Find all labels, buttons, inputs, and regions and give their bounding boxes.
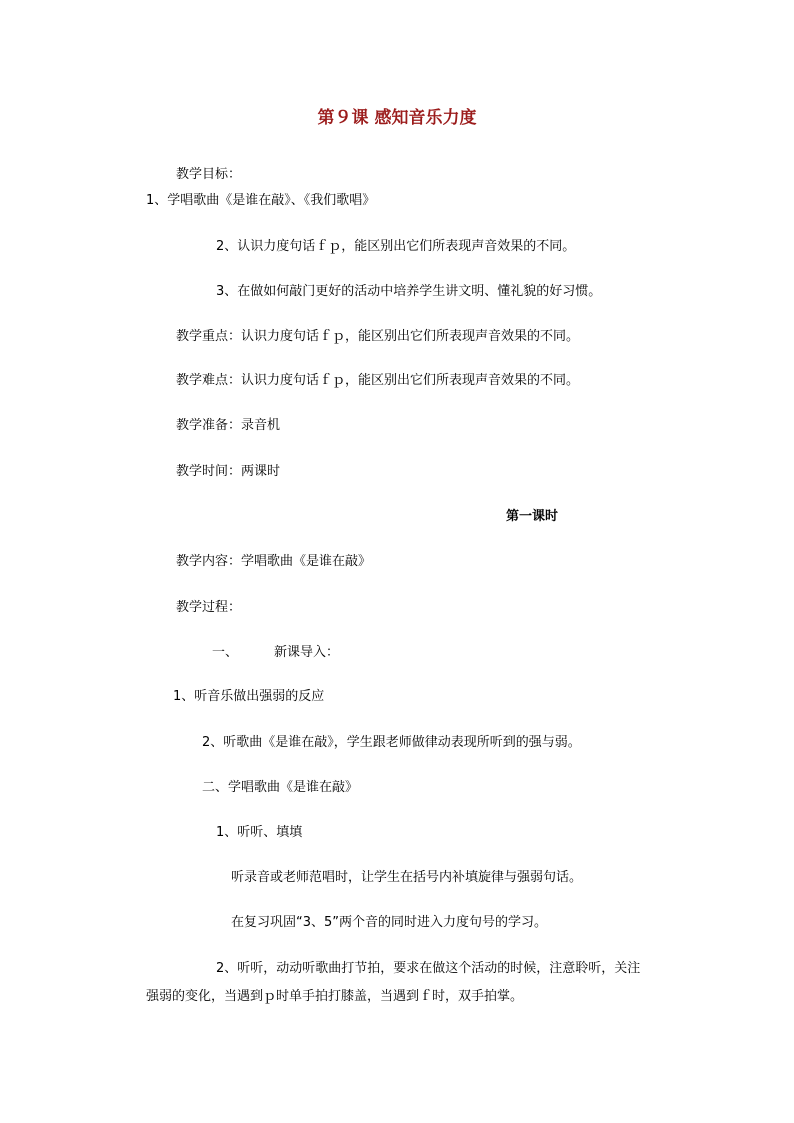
step-1-1: 1、听音乐做出强弱的反应 bbox=[173, 689, 325, 704]
step-2-2-line-2: 强弱的变化，当遇到ｐ时单手拍打膝盖，当遇到ｆ时，双手拍掌。 bbox=[146, 989, 524, 1004]
teaching-time: 教学时间：两课时 bbox=[176, 464, 281, 479]
section-1-title: 新课导入： bbox=[274, 645, 340, 660]
section-1-heading bbox=[212, 644, 339, 662]
key-points: 教学重点：认识力度句话ｆｐ，能区别出它们所表现声音效果的不同。 bbox=[176, 329, 580, 344]
teaching-content: 教学内容：学唱歌曲《是谁在敲》 bbox=[176, 554, 372, 569]
section-1-number: 一、 bbox=[212, 645, 239, 660]
lesson-title: 第９课 感知音乐力度 bbox=[317, 108, 477, 128]
objective-1: 1、学唱歌曲《是谁在敲》、《我们歌唱》 bbox=[146, 193, 376, 208]
difficult-points: 教学难点：认识力度句话ｆｐ，能区别出它们所表现声音效果的不同。 bbox=[176, 373, 580, 388]
step-1-2: 2、听歌曲《是谁在敲》，学生跟老师做律动表现所听到的强与弱。 bbox=[202, 735, 581, 750]
first-lesson-heading: 第一课时 bbox=[506, 509, 559, 524]
section-2-heading: 二、学唱歌曲《是谁在敲》 bbox=[202, 780, 359, 795]
step-2-1: 1、听听、填填 bbox=[216, 825, 303, 840]
objective-2: 2、认识力度句话ｆｐ，能区别出它们所表现声音效果的不同。 bbox=[216, 239, 576, 254]
step-2-2-line-1: 2、听听，动动听歌曲打节拍，要求在做这个活动的时候，注意聆听，关注 bbox=[216, 961, 641, 976]
teaching-preparation: 教学准备：录音机 bbox=[176, 418, 281, 433]
process-heading: 教学过程： bbox=[176, 600, 242, 615]
objective-3: 3、在做如何敲门更好的活动中培养学生讲文明、懂礼貌的好习惯。 bbox=[216, 284, 602, 299]
step-2-1-detail-b: 在复习巩固“3、5”两个音的同时进入力度句号的学习。 bbox=[231, 915, 548, 930]
objectives-heading: 教学目标： bbox=[176, 167, 242, 182]
step-2-1-detail-a: 听录音或老师范唱时，让学生在括号内补填旋律与强弱句话。 bbox=[231, 870, 583, 885]
